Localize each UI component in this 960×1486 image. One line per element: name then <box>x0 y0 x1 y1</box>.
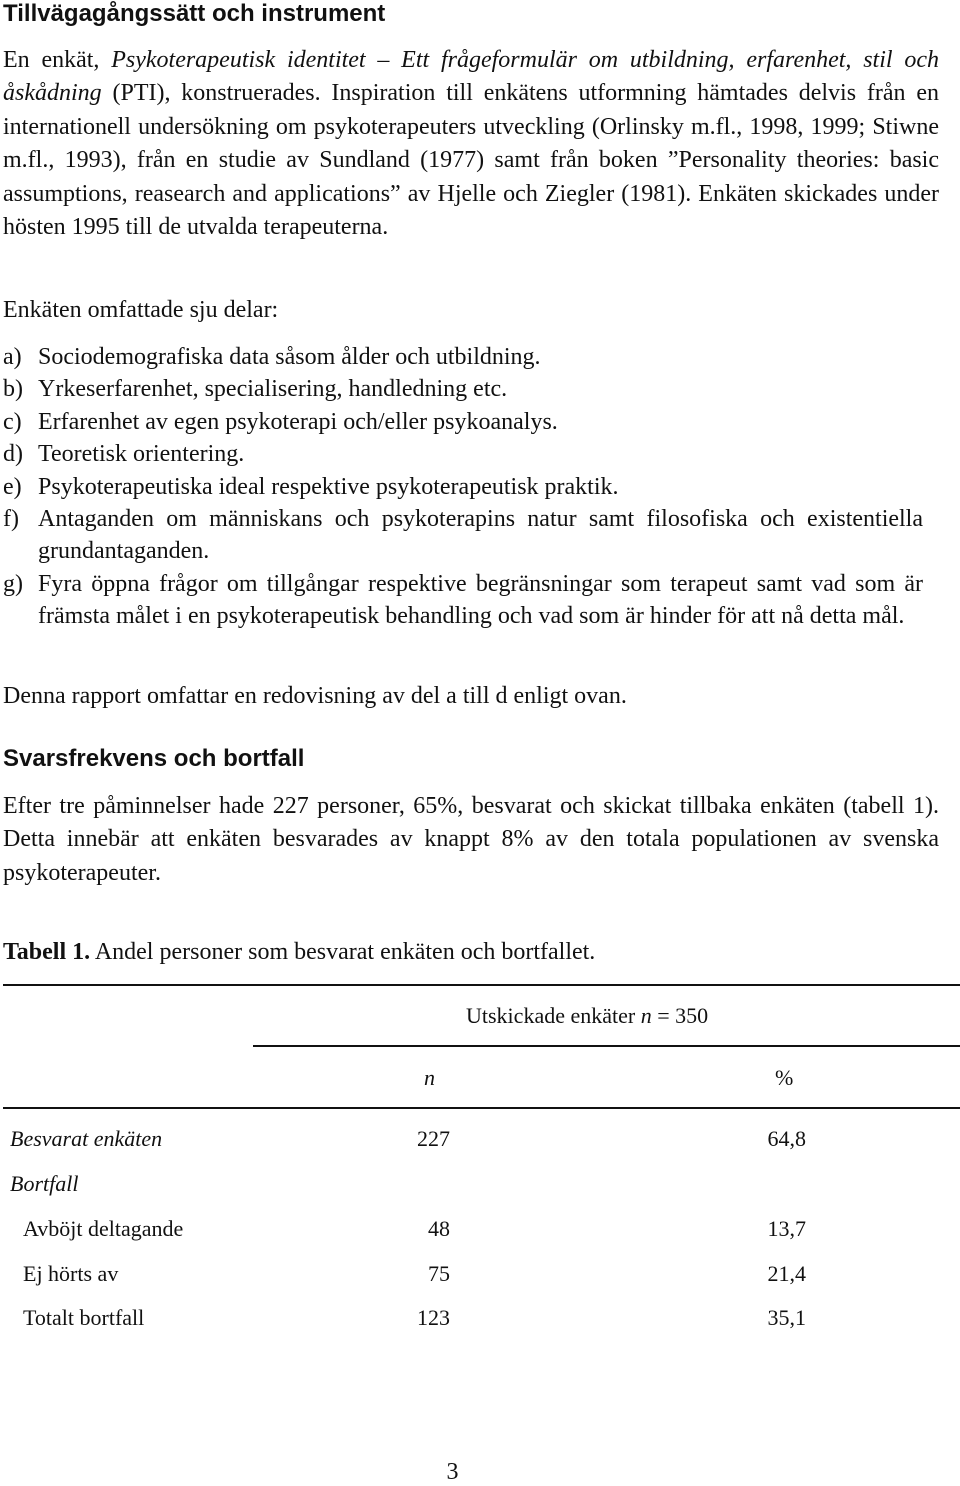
table-row-label: Totalt bortfall <box>23 1305 145 1330</box>
method-paragraph-rest: (PTI), konstruerades. Inspiration till enkätens utformning hämtades delvis från en internationell undersökning om psykoterapeuters utveckling (Orlinsky m.fl., 1998, 1999; Stiwne m.fl., 1993), från en studie av Sundland (1977) samt från boken ”Personality theories: basic assumptions, reasearch and applications” av Hjelle och Ziegler (1981). Enkäten skickades under hösten 1995 till de utvalda terapeuterna. <box>3 80 939 241</box>
table-row-label: Ej hörts av <box>23 1261 119 1286</box>
table-row-label: Bortfall <box>10 1171 79 1196</box>
table-cell-percent: 13,7 <box>767 1216 806 1241</box>
section-heading-response-rate: Svarsfrekvens och bortfall <box>3 745 305 772</box>
list-item <box>3 406 943 438</box>
list-item-text: Psykoterapeutiska ideal respektive psykoterapeutisk praktik. <box>38 473 619 500</box>
column-header-percent: % <box>775 1065 794 1090</box>
list-item-label: c) <box>3 408 22 435</box>
section-heading-method: Tillvägagångssätt och instrument <box>3 0 386 27</box>
table-header-rule <box>3 1107 960 1109</box>
list-item-text: Sociodemografiska data såsom ålder och utbildning. <box>38 344 541 370</box>
list-item-text: Teoretisk orientering. <box>38 441 245 468</box>
table-row-label: Besvarat enkäten <box>10 1126 163 1151</box>
table-cell-n: 48 <box>428 1216 450 1241</box>
table-cell-percent: 21,4 <box>767 1261 806 1286</box>
table-caption <box>3 937 595 967</box>
list-item <box>3 341 943 373</box>
list-item-label: a) <box>3 344 22 370</box>
list-item-text: Antaganden om människans och psykoterapins natur samt filosofiska och existentiella grundantaganden. <box>38 506 923 565</box>
list-item-text: Erfarenhet av egen psykoterapi och/eller psykoanalys. <box>38 408 558 435</box>
list-item <box>3 568 943 633</box>
list-item-label: f) <box>3 506 19 533</box>
table-caption-text: Andel personer som besvarat enkäten och bortfallet. <box>90 939 596 965</box>
list-item <box>3 373 943 405</box>
table-group-header: Utskickade enkäter n = 350 <box>466 1003 709 1028</box>
list-item <box>3 471 943 503</box>
table-top-rule <box>3 984 960 986</box>
table-caption-label: Tabell 1. <box>3 939 91 965</box>
report-scope-sentence: Denna rapport omfattar en redovisning av del a till d enligt ovan. <box>3 683 627 709</box>
list-item-text: Yrkeserfarenhet, specialisering, handledning etc. <box>38 376 508 403</box>
list-item <box>3 438 943 470</box>
response-rate-paragraph: Efter tre påminnelser hade 227 personer, 65%, besvarat och skickat tillbaka enkäten (tabell 1). Detta innebär att enkäten besvarades av knappt 8% av den totala populationen av svenska psykoterapeuter. <box>3 793 939 886</box>
questionnaire-title: Psykoterapeutisk identitet – Ett frågeformulär om utbildning, erfarenhet, stil och åskådning <box>3 47 939 107</box>
table-cell-percent: 64,8 <box>767 1126 806 1151</box>
page-number: 3 <box>446 1459 459 1485</box>
list-intro: Enkäten omfattade sju delar: <box>3 297 279 323</box>
table-cell-n: 227 <box>417 1126 450 1151</box>
list-item-label: e) <box>3 473 22 500</box>
table-cell-percent: 35,1 <box>767 1305 806 1330</box>
column-header-n: n <box>424 1065 435 1090</box>
list-item-label: b) <box>3 376 23 403</box>
table-row-label: Avböjt deltagande <box>23 1216 184 1241</box>
method-paragraph <box>3 44 939 244</box>
list-item-text: Fyra öppna frågor om tillgångar respektive begränsningar som terapeut samt vad som är främsta målet i en psykoterapeutisk behandling och vad som är hinder för att nå detta mål. <box>38 570 923 630</box>
table-cell-n: 75 <box>428 1261 450 1286</box>
questionnaire-parts-list <box>3 341 943 633</box>
table-cell-n: 123 <box>417 1305 450 1330</box>
list-item-label: g) <box>3 570 23 597</box>
list-item <box>3 503 943 568</box>
method-paragraph-lead: En enkät, <box>3 47 112 73</box>
table-group-rule <box>253 1045 960 1047</box>
list-item-label: d) <box>3 441 23 468</box>
